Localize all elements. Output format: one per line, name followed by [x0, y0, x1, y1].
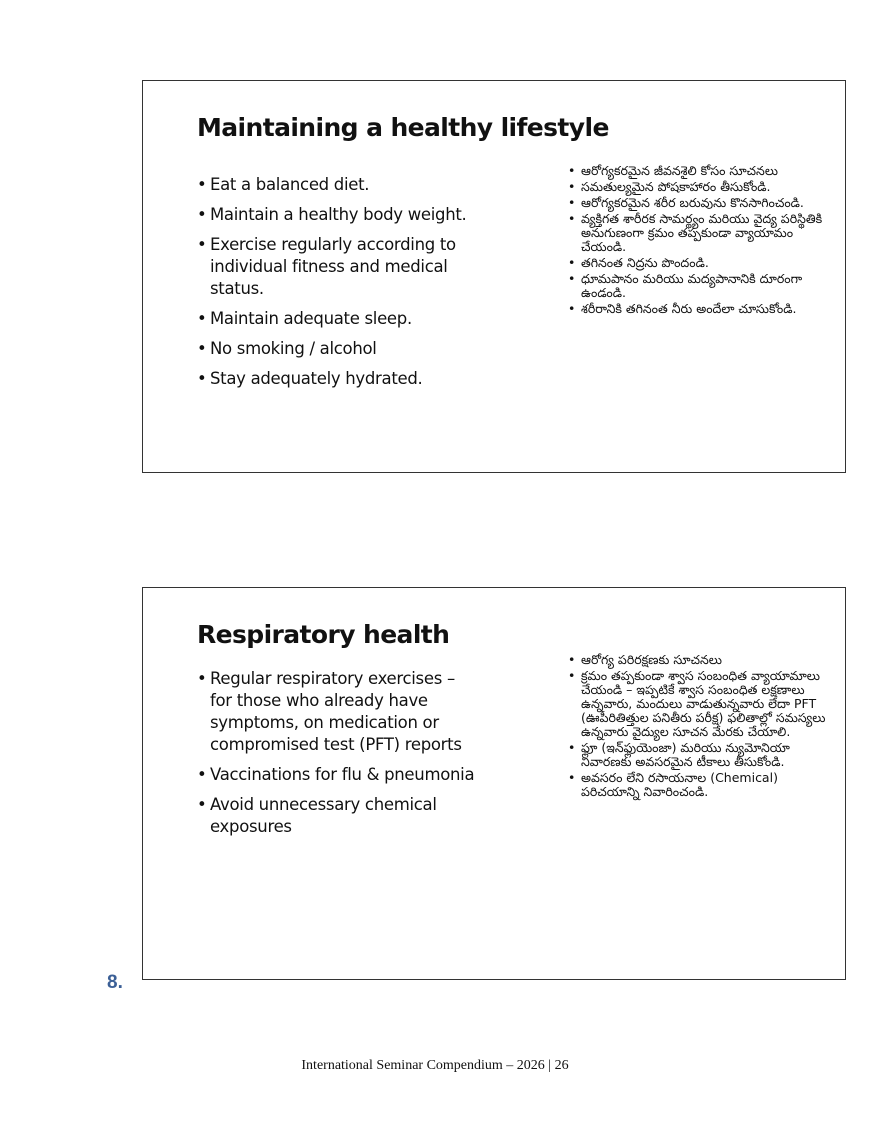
telugu-bullet: • ఆరోగ్యకరమైన జీవనశైలి కోసం సూచనలు — [568, 164, 828, 178]
telugu-bullet-list — [568, 653, 828, 801]
telugu-bullet: • తగినంత నిద్రను పొందండి. — [568, 256, 828, 270]
english-bullet-list — [197, 668, 477, 846]
english-bullet: • Vaccinations for flu & pneumonia — [197, 764, 477, 786]
telugu-bullet-list — [568, 164, 828, 318]
english-bullet: • Avoid unnecessary chemical exposures — [197, 794, 477, 838]
telugu-bullet: • క్రమం తప్పకుండా శ్వాస సంబంధిత వ్యాయామాలు చేయండి – ఇప్పటికే శ్వాస సంబంధిత లక్షణాలు ఉన్నవారు, మందులు వాడుతున్నవారు లేదా PFT (ఊపిరితిత్తుల పనితీరు పరీక్ష) ఫలితాల్లో సమస్యలు ఉన్నవారు వైద్యుల సూచన మేరకు చేయాలి. — [568, 669, 828, 739]
telugu-bullet: • వ్యక్తిగత శారీరక సామర్థ్యం మరియు వైద్య పరిస్థితికి అనుగుణంగా క్రమం తప్పకుండా వ్యాయామం చేయండి. — [568, 212, 828, 254]
slide-title: Maintaining a healthy lifestyle — [197, 113, 609, 142]
telugu-bullet: • ఫ్లూ (ఇన్‌ఫ్లుయెంజా) మరియు న్యుమోనియా నివారణకు అవసరమైన టీకాలు తీసుకోండి. — [568, 741, 828, 769]
english-bullet: • Stay adequately hydrated. — [197, 368, 477, 390]
english-bullet: • Regular respiratory exercises – for those who already have symptoms, on medication or compromised test (PFT) reports — [197, 668, 477, 756]
slide-respiratory-health — [142, 587, 846, 980]
telugu-bullet: • ఆరోగ్య పరిరక్షణకు సూచనలు — [568, 653, 828, 667]
page-section-number: 8. — [107, 972, 123, 993]
telugu-bullet: • శరీరానికి తగినంత నీరు అందేలా చూసుకోండి. — [568, 302, 828, 316]
english-bullet: • No smoking / alcohol — [197, 338, 477, 360]
english-bullet: • Exercise regularly according to individual fitness and medical status. — [197, 234, 477, 300]
english-bullet: • Eat a balanced diet. — [197, 174, 477, 196]
english-bullet: • Maintain a healthy body weight. — [197, 204, 477, 226]
telugu-bullet: • సమతుల్యమైన పోషకాహారం తీసుకోండి. — [568, 180, 828, 194]
english-bullet: • Maintain adequate sleep. — [197, 308, 477, 330]
telugu-bullet: • ఆరోగ్యకరమైన శరీర బరువును కొనసాగించండి. — [568, 196, 828, 210]
slide-title: Respiratory health — [197, 620, 450, 649]
slide-healthy-lifestyle — [142, 80, 846, 473]
page-footer: International Seminar Compendium – 2026 | 26 — [301, 1058, 569, 1073]
english-bullet-list — [197, 174, 477, 398]
telugu-bullet: • ధూమపానం మరియు మద్యపానానికి దూరంగా ఉండండి. — [568, 272, 828, 300]
telugu-bullet: • అవసరం లేని రసాయనాల (Chemical) పరిచయాన్ని నివారించండి. — [568, 771, 828, 799]
